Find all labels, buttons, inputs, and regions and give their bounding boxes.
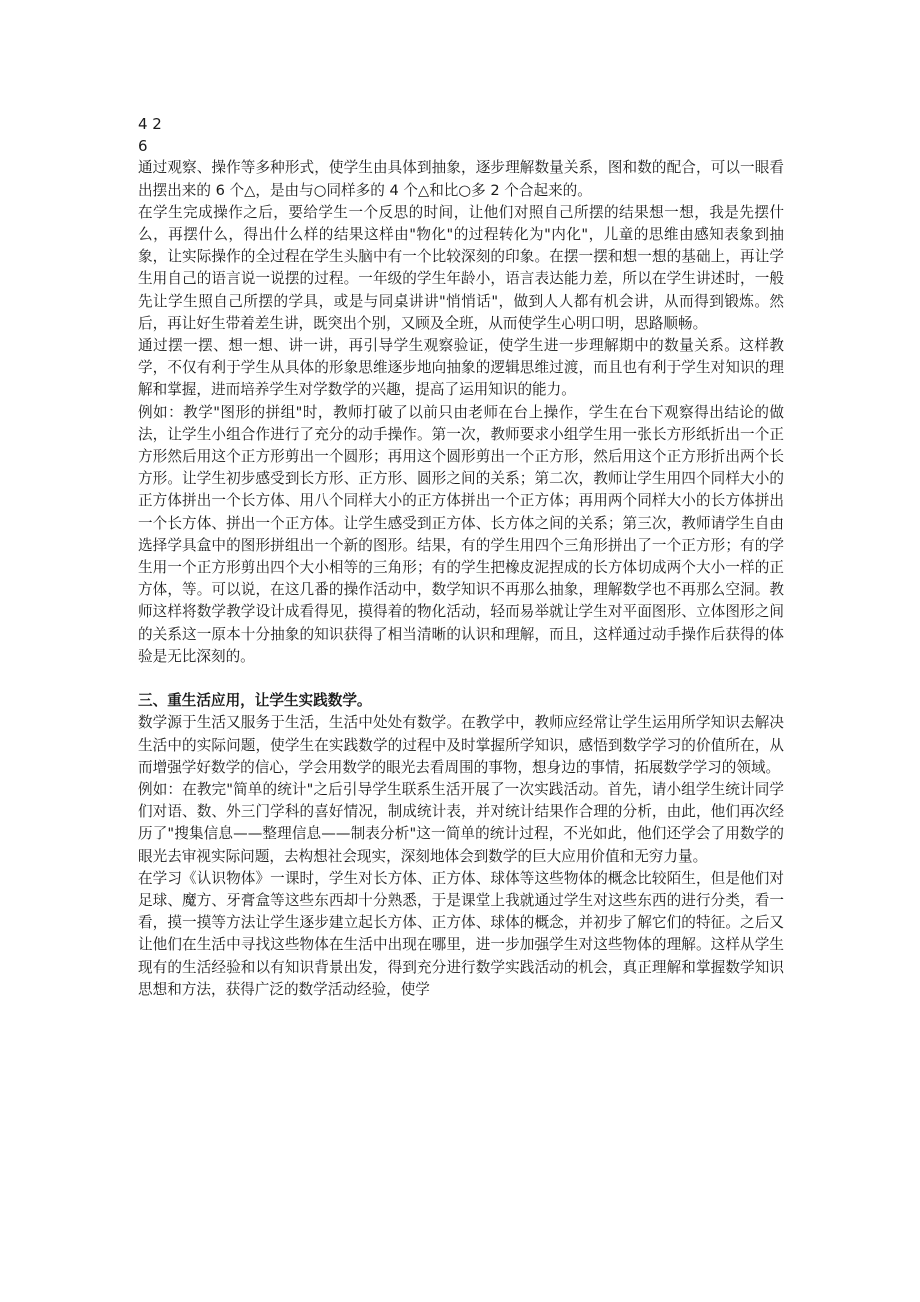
figure-number-line-2: 6: [138, 137, 148, 156]
paragraph-reflection: 在学生完成操作之后，要给学生一个反思的时间，让他们对照自己所摆的结果想一想，我是先摆什么，再摆什么，得出什么样的结果这样由"物化"的过程转化为"内化"，儿童的思维由感知表象到抽象，让实际操作的全过程在学生头脑中有一个比较深刻的印象。在摆一摆和想一想的基础上，再让学生用自己的语言说一说摆的过程。一年级的学生年龄小，语言表达能力差，所以在学生讲述时，一般先让学生照自己所摆的学具，或是与同桌讲讲"悄悄话"，做到人人都有机会讲，从而得到锻炼。然后，再让好生带着差生讲，既突出个别，又顾及全班，从而使学生心明口明，思路顺畅。: [138, 203, 784, 332]
paragraph-shape-example: 例如：教学"图形的拼组"时，教师打破了以前只由老师在台上操作，学生在台下观察得出结论的做法，让学生小组合作进行了充分的动手操作。第一次，教师要求小组学生用一张长方形纸折出一个正方形然后用这个正方形剪出一个圆形；再用这个圆形剪出一个正方形，然后用这个正方形折出两个长方形。让学生初步感受到长方形、正方形、圆形之间的关系；第二次，教师让学生用四个同样大小的正方体拼出一个长方体、用八个同样大小的正方体拼出一个正方体；再用两个同样大小的长方体拼出一个长方体、拼出一个正方体。让学生感受到正方体、长方体之间的关系；第三次，教师请学生自由选择学具盒中的图形拼组出一个新的图形。结果，有的学生用四个三角形拼出了一个正方形；有的学生用一个正方形剪出四个大小相等的三角形；有的学生把橡皮泥捏成的长方体切成两个大小一样的正方体，等。可以说，在这几番的操作活动中，数学知识不再那么抽象，理解数学也不再那么空洞。教师这样将数学教学设计成看得见，摸得着的物化活动，轻而易举就让学生对平面图形、立体图形之间的关系这一原本十分抽象的知识获得了相当清晰的认识和理解，而且，这样通过动手操作后获得的体验是无比深刻的。: [138, 403, 784, 665]
paragraph-observation: 通过观察、操作等多种形式，使学生由具体到抽象，逐步理解数量关系，图和数的配合，可以一眼看出摆出来的 6 个△，是由与○同样多的 4 个△和比○多 2 个合起来的。: [138, 159, 784, 199]
paragraph-objects-lesson: 在学习《认识物体》一课时，学生对长方体、正方体、球体等这些物体的概念比较陌生，但是他们对足球、魔方、牙膏盒等这些东西却十分熟悉，于是课堂上我就通过学生对这些东西的进行分类，看一看，摸一摸等方法让学生逐步建立起长方体、正方体、球体的概念，并初步了解它们的特征。之后又让他们在生活中寻找这些物体在生活中出现在哪里，进一步加强学生对这些物体的理解。这样从学生现有的生活经验和以有知识背景出发，得到充分进行数学实践活动的机会，真正理解和掌握数学知识思想和方法，获得广泛的数学活动经验，使学: [138, 869, 784, 998]
paragraph-life-math: 数学源于生活又服务于生活，生活中处处有数学。在教学中，教师应经常让学生运用所学知识去解决生活中的实际问题，使学生在实践数学的过程中及时掌握所学知识，感悟到数学学习的价值所在，从而增强学好数学的信心，学会用数学的眼光去看周围的事物，想身边的事情，拓展数学学习的领域。: [138, 714, 784, 776]
paragraph-statistics-example: 例如：在教完"简单的统计"之后引导学生联系生活开展了一次实践活动。首先，请小组学生统计同学们对语、数、外三门学科的喜好情况，制成统计表，并对统计结果作合理的分析，由此，他们再次经历了"搜集信息——整理信息——制表分析"这一简单的统计过程，不光如此，他们还学会了用数学的眼光去审视实际问题，去构想社会现实，深刻地体会到数学的巨大应用价值和无穷力量。: [138, 781, 784, 865]
paragraph-verification: 通过摆一摆、想一想、讲一讲，再引导学生观察验证，使学生进一步理解期中的数量关系。这样教学，不仅有利于学生从具体的形象思维逐步地向抽象的逻辑思维过渡，而且也有利于学生对知识的理解和掌握，进而培养学生对学数学的兴趣，提高了运用知识的能力。: [138, 337, 784, 399]
section-heading-3: 三、重生活应用，让学生实践数学。: [138, 692, 372, 710]
document-page: [138, 113, 784, 1001]
figure-number-line-1: 4 2: [138, 115, 162, 133]
blank-line: [138, 668, 784, 690]
